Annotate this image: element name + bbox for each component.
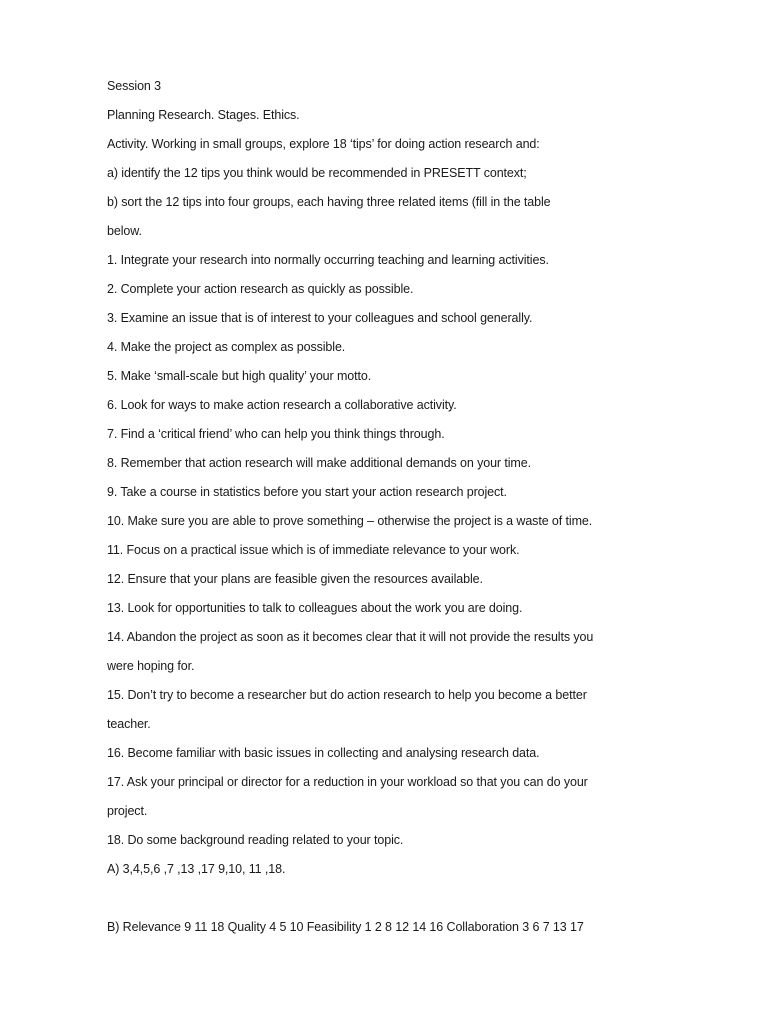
tip-item: 17. Ask your principal or director for a reduction in your workload so that you can do your [107,775,588,789]
tip-item: 13. Look for opportunities to talk to colleagues about the work you are doing. [107,601,523,615]
tip-item: 2. Complete your action research as quickly as possible. [107,282,414,296]
activity-instructions: Activity. Working in small groups, explore 18 ‘tips’ for doing action research and: [107,137,540,151]
tip-item: 16. Become familiar with basic issues in collecting and analysing research data. [107,746,540,760]
document-page [107,72,667,942]
task-a: a) identify the 12 tips you think would be recommended in PRESETT context; [107,166,527,180]
task-b-continued: below. [107,224,142,238]
tip-item-continued: project. [107,804,148,818]
tip-item-continued: teacher. [107,717,151,731]
tip-item: 11. Focus on a practical issue which is of immediate relevance to your work. [107,543,520,557]
tip-item: 5. Make ‘small-scale but high quality’ your motto. [107,369,372,383]
tip-item: 8. Remember that action research will make additional demands on your time. [107,456,531,470]
tip-item: 14. Abandon the project as soon as it becomes clear that it will not provide the results you [107,630,594,644]
answer-a: A) 3,4,5,6 ,7 ,13 ,17 9,10, 11 ,18. [107,862,286,876]
session-title: Planning Research. Stages. Ethics. [107,108,300,122]
tip-item: 18. Do some background reading related to your topic. [107,833,404,847]
tip-item: 9. Take a course in statistics before you start your action research project. [107,485,507,499]
session-heading: Session 3 [107,79,161,93]
tip-item: 1. Integrate your research into normally occurring teaching and learning activities. [107,253,549,267]
tip-item: 10. Make sure you are able to prove something – otherwise the project is a waste of time. [107,514,593,528]
tip-item: 15. Don’t try to become a researcher but do action research to help you become a better [107,688,587,702]
task-b: b) sort the 12 tips into four groups, each having three related items (fill in the table [107,195,551,209]
tip-item-continued: were hoping for. [107,659,195,673]
tip-item: 6. Look for ways to make action research a collaborative activity. [107,398,457,412]
tip-item: 7. Find a ‘critical friend’ who can help you think things through. [107,427,445,441]
tip-item: 3. Examine an issue that is of interest to your colleagues and school generally. [107,311,533,325]
tip-item: 12. Ensure that your plans are feasible given the resources available. [107,572,483,586]
blank-line [107,884,667,913]
tip-item: 4. Make the project as complex as possible. [107,340,346,354]
answer-b: B) Relevance 9 11 18 Quality 4 5 10 Feasibility 1 2 8 12 14 16 Collaboration 3 6 7 13 17 [107,920,584,934]
